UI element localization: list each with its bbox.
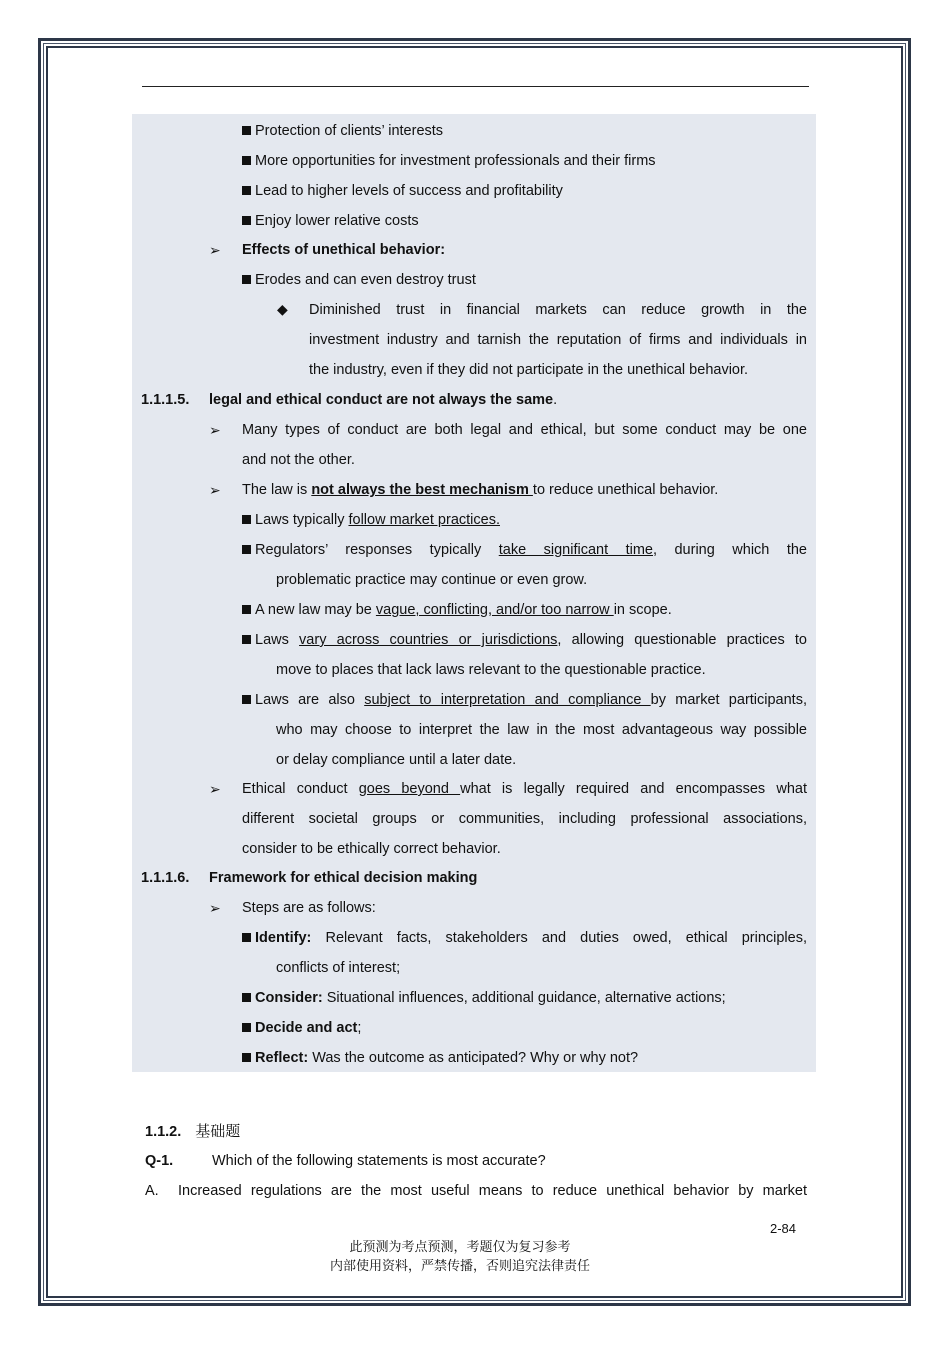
- square-bullet-icon: [242, 695, 251, 704]
- law-item-continued: move to places that lack laws relevant to the questionable practice.: [276, 662, 706, 678]
- law-item: Laws vary across countries or jurisdictions, allowing questionable practices to: [242, 630, 807, 650]
- benefit-item: Lead to higher levels of success and profitability: [242, 181, 563, 201]
- arrow-bullet-icon: ➢: [209, 422, 221, 438]
- step-item: Consider: Situational influences, additional guidance, alternative actions;: [242, 988, 726, 1008]
- arrow-bullet-icon: ➢: [209, 242, 221, 258]
- arrow-bullet-icon: ➢: [209, 482, 221, 498]
- square-bullet-icon: [242, 126, 251, 135]
- question-text: Which of the following statements is most accurate?: [212, 1153, 546, 1169]
- step-item: Identify: Relevant facts, stakeholders and duties owed, ethical principles,: [242, 928, 807, 948]
- law-item: Laws are also subject to interpretation and compliance by market participants,: [242, 690, 807, 710]
- arrow-bullet-icon: ➢: [209, 781, 221, 797]
- square-bullet-icon: [242, 156, 251, 165]
- unethical-detail-line: investment industry and tarnish the reputation of firms and individuals in: [309, 332, 807, 348]
- page-number: 2-84: [770, 1221, 797, 1236]
- question-label: Q-1.: [145, 1153, 174, 1169]
- section-title: Framework for ethical decision making: [209, 870, 478, 886]
- footer-line: 此预测为考点预测，考题仅为复习参考: [349, 1240, 571, 1255]
- benefit-item: More opportunities for investment professionals and their firms: [242, 151, 656, 171]
- section-number: 1.1.1.5.: [141, 392, 190, 408]
- square-bullet-icon: [242, 545, 251, 554]
- paragraph-line: Steps are as follows:: [242, 900, 376, 916]
- section-number: 1.1.1.6.: [141, 870, 190, 886]
- header-rule: [142, 86, 809, 87]
- law-item: A new law may be vague, conflicting, and/or too narrow in scope.: [242, 600, 672, 620]
- paragraph-line: consider to be ethically correct behavior.: [242, 841, 501, 857]
- diamond-bullet-icon: ◆: [277, 301, 288, 317]
- paragraph-line: The law is not always the best mechanism to reduce unethical behavior.: [242, 482, 719, 498]
- answer-text: Increased regulations are the most useful means to reduce unethical behavior by market: [178, 1183, 807, 1199]
- square-bullet-icon: [242, 186, 251, 195]
- square-bullet-icon: [242, 1023, 251, 1032]
- step-item: Reflect: Was the outcome as anticipated? Why or why not?: [242, 1048, 638, 1068]
- square-bullet-icon: [242, 1053, 251, 1062]
- step-item-continued: conflicts of interest;: [276, 960, 401, 976]
- paragraph-line: Ethical conduct goes beyond what is legally required and encompasses what: [242, 781, 807, 797]
- benefit-item: Enjoy lower relative costs: [242, 211, 419, 231]
- subsection-heading: 1.1.2. 基础题: [145, 1122, 241, 1140]
- paragraph-line: Many types of conduct are both legal and ethical, but some conduct may be one: [242, 422, 807, 438]
- unethical-heading: Effects of unethical behavior:: [242, 242, 446, 258]
- unethical-detail-line: the industry, even if they did not participate in the unethical behavior.: [309, 362, 749, 378]
- benefit-item: Protection of clients’ interests: [242, 121, 443, 141]
- footer-line: 内部使用资料，严禁传播，否则追究法律责任: [329, 1259, 590, 1274]
- arrow-bullet-icon: ➢: [209, 900, 221, 916]
- unethical-detail-line: Diminished trust in financial markets can reduce growth in the: [309, 302, 807, 318]
- square-bullet-icon: [242, 635, 251, 644]
- law-item-continued: who may choose to interpret the law in the most advantageous way possible: [276, 722, 807, 738]
- square-bullet-icon: [242, 605, 251, 614]
- square-bullet-icon: [242, 216, 251, 225]
- square-bullet-icon: [242, 515, 251, 524]
- square-bullet-icon: [242, 993, 251, 1002]
- step-item: Decide and act;: [242, 1018, 361, 1038]
- answer-label: A.: [145, 1183, 159, 1199]
- section-title: legal and ethical conduct are not always the same.: [209, 392, 558, 408]
- law-item-continued: problematic practice may continue or even grow.: [276, 572, 588, 588]
- law-item: Laws typically follow market practices.: [242, 510, 500, 530]
- paragraph-line: and not the other.: [242, 452, 355, 468]
- law-item-continued: or delay compliance until a later date.: [276, 752, 517, 768]
- paragraph-line: different societal groups or communities, including professional associations,: [242, 811, 807, 827]
- unethical-item: Erodes and can even destroy trust: [242, 270, 476, 290]
- square-bullet-icon: [242, 933, 251, 942]
- square-bullet-icon: [242, 275, 251, 284]
- law-item: Regulators’ responses typically take significant time, during which the: [242, 540, 807, 560]
